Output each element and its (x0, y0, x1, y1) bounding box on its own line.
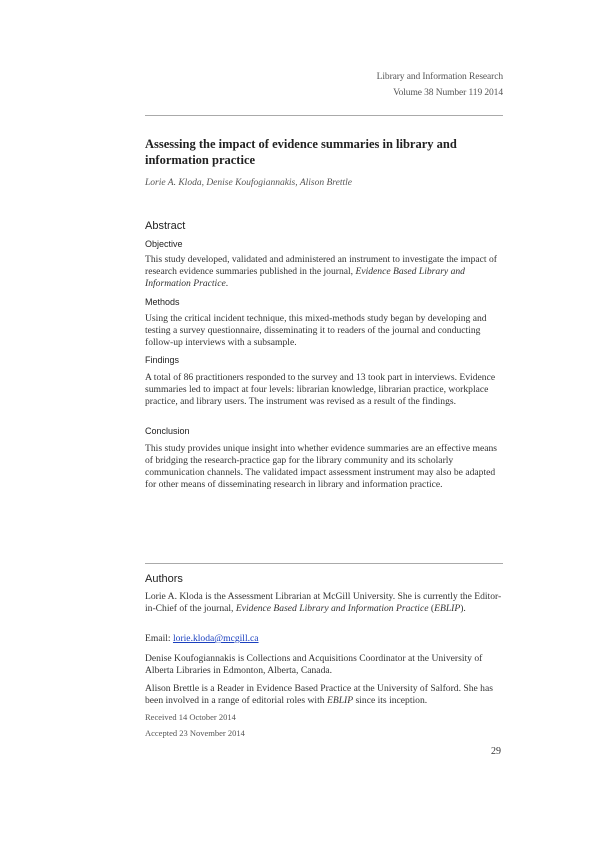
koufogiannakis-bio: Denise Koufogiannakis is Collections and Acquisitions Coordinator at the University of Alberta Libraries in Edmonton, Alberta, Canada. (145, 653, 483, 676)
email-line: Email: lorie.kloda@mcgill.ca (145, 633, 259, 644)
conclusion-heading: Conclusion (145, 426, 190, 436)
methods-text: Using the critical incident technique, this mixed-methods study began by developing and testing a survey questionnaire, disseminating it to readers of the journal and conducting follow-up interviews with a subsample. (145, 313, 487, 348)
article-authors: Lorie A. Kloda, Denise Koufogiannakis, Alison Brettle (145, 178, 352, 188)
methods-heading: Methods (145, 297, 180, 307)
kloda-bio: Lorie A. Kloda is the Assessment Librarian at McGill University. She is currently the Editor-in-Chief of the journal, Evidence Based Library and Information Practice (EBLIP). (145, 591, 502, 614)
authors-rule (145, 563, 503, 564)
brettle-bio: Alison Brettle is a Reader in Evidence Based Practice at the University of Salford. She has been involved in a range of editorial roles with EBLIP since its inception. (145, 683, 493, 706)
email-link[interactable]: lorie.kloda@mcgill.ca (172, 633, 259, 644)
journal-volume: Volume 38 Number 119 2014 (393, 88, 503, 98)
objective-heading: Objective (145, 239, 183, 249)
header-rule (145, 115, 503, 116)
accepted-date: Accepted 23 November 2014 (145, 728, 245, 738)
abstract-heading: Abstract (145, 220, 186, 232)
journal-name: Library and Information Research (376, 72, 503, 82)
authors-heading: Authors (145, 573, 183, 585)
conclusion-text: This study provides unique insight into whether evidence summaries are an effective means of bridging the research-practice gap for the library community and its scholarly communication channels. The validated impact assessment instrument may also be adapted for other means of disseminating research in library and information practice. (145, 443, 498, 490)
page-number: 29 (491, 746, 501, 757)
article-title: Assessing the impact of evidence summaries in library and information practice (145, 137, 457, 167)
received-date: Received 14 October 2014 (145, 712, 236, 722)
findings-heading: Findings (145, 355, 180, 365)
findings-text: A total of 86 practitioners responded to the survey and 13 took part in interviews. Evidence summaries led to impact at four levels: librarian knowledge, librarian practice, workplace practice, and library users. The instrument was revised as a result of the findings. (145, 372, 496, 407)
objective-text: This study developed, validated and administered an instrument to investigate the impact of research evidence summaries published in the journal, Evidence Based Library and Information Practice. (145, 254, 497, 289)
